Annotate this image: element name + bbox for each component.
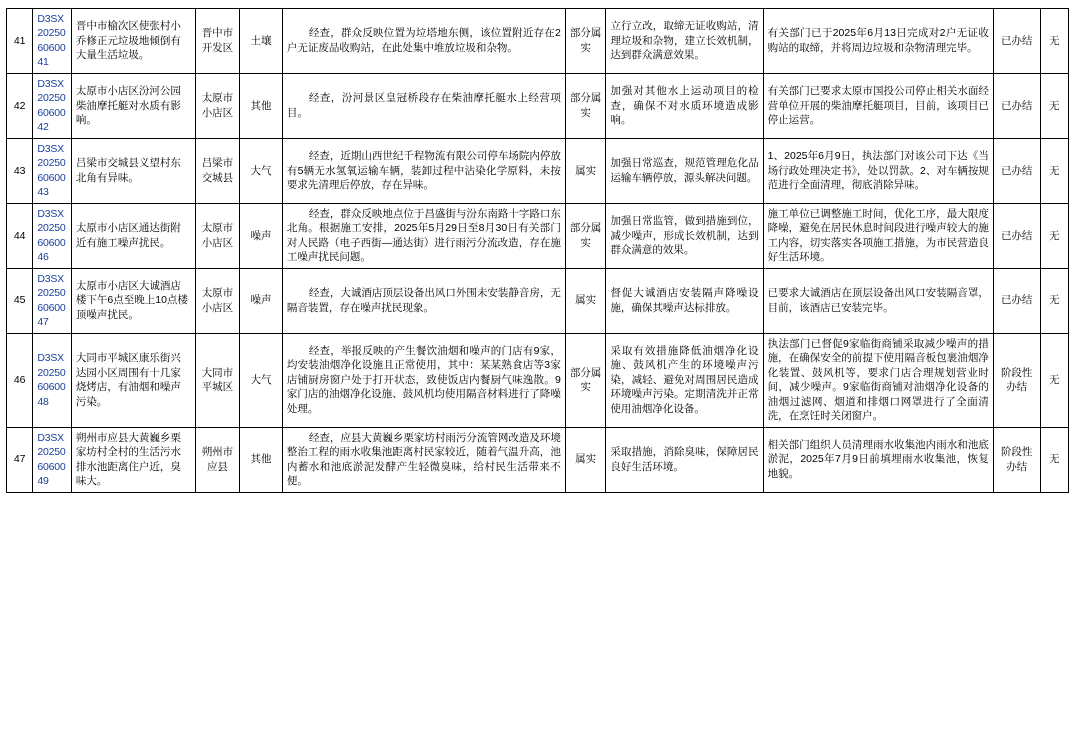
row-department-handling: 有关部门已要求太原市国投公司停止相关水面经营单位开展的柴油摩托艇项目，目前，该项目已停止运营。 — [763, 73, 993, 138]
row-region: 大同市平城区 — [195, 333, 240, 427]
row-remark: 无 — [1040, 9, 1068, 74]
table-row — [7, 9, 1069, 74]
row-measure: 加强日常监管，做到措施到位，减少噪声，形成长效机制，达到群众满意的效果。 — [606, 203, 763, 268]
row-status: 阶段性办结 — [993, 333, 1040, 427]
row-index: 46 — [7, 333, 33, 427]
row-pollution-type: 土壤 — [240, 9, 283, 74]
row-title: 吕梁市交城县义望村东北角有异味。 — [71, 138, 195, 203]
row-title: 晋中市榆次区使张村小乔修正元垃圾地倾倒有大量生活垃圾。 — [71, 9, 195, 74]
row-result: 属实 — [565, 268, 606, 333]
row-status: 已办结 — [993, 203, 1040, 268]
row-remark: 无 — [1040, 203, 1068, 268]
row-status: 已办结 — [993, 138, 1040, 203]
row-index: 45 — [7, 268, 33, 333]
table-row — [7, 73, 1069, 138]
row-status: 已办结 — [993, 9, 1040, 74]
row-survey: 经查，群众反映位置为垃塔地东侧，该位置附近存在2户无证废品收购站，在此处集中堆放垃圾和杂物。 — [282, 9, 565, 74]
row-result: 部分属实 — [565, 203, 606, 268]
row-survey: 经查，大诚酒店顶层设备出风口外围未安装静音房，无隔音装置，存在噪声扰民现象。 — [282, 268, 565, 333]
row-measure: 采取有效措施降低油烟净化设施、鼓风机产生的环境噪声污染，减轻、避免对周围居民造成环境噪声污染。定期清洗并正常使用油烟净化设备。 — [606, 333, 763, 427]
row-department-handling: 1、2025年6月9日，执法部门对该公司下达《当场行政处理决定书》，处以罚款。2、对车辆按规范进行全面清理，彻底消除异味。 — [763, 138, 993, 203]
row-pollution-type: 其他 — [240, 427, 283, 492]
row-department-handling: 执法部门已督促9家临街商铺采取减少噪声的措施，在确保安全的前提下使用隔音板包裹油烟净化装置、鼓风机等，要求门店合理规划营业时间，减少噪声。9家临街商铺对油烟净化设备的油烟过滤网、烟道和排烟口网罩进行了全面清洗，在烹饪时关闭窗户。 — [763, 333, 993, 427]
row-measure: 督促大诚酒店安装隔声降噪设施，确保其噪声达标排放。 — [606, 268, 763, 333]
row-code: D3SX202506060049 — [33, 427, 72, 492]
row-region: 吕梁市交城县 — [195, 138, 240, 203]
row-remark: 无 — [1040, 268, 1068, 333]
row-index: 47 — [7, 427, 33, 492]
table-row — [7, 333, 1069, 427]
row-code: D3SX202506060046 — [33, 203, 72, 268]
row-code: D3SX202506060041 — [33, 9, 72, 74]
row-pollution-type: 噪声 — [240, 203, 283, 268]
row-result: 部分属实 — [565, 9, 606, 74]
row-department-handling: 有关部门已于2025年6月13日完成对2户无证收购站的取缔，并将周边垃圾和杂物清理完毕。 — [763, 9, 993, 74]
table-row — [7, 203, 1069, 268]
row-status: 阶段性办结 — [993, 427, 1040, 492]
row-remark: 无 — [1040, 427, 1068, 492]
table-row — [7, 268, 1069, 333]
row-pollution-type: 噪声 — [240, 268, 283, 333]
row-index: 44 — [7, 203, 33, 268]
row-region: 太原市小店区 — [195, 268, 240, 333]
row-remark: 无 — [1040, 73, 1068, 138]
row-department-handling: 相关部门组织人员清理雨水收集池内雨水和池底淤泥，2025年7月9日前填埋雨水收集池，恢复地貌。 — [763, 427, 993, 492]
row-result: 部分属实 — [565, 333, 606, 427]
row-measure: 加强日常巡查，规范管理危化品运输车辆停放，源头解决问题。 — [606, 138, 763, 203]
row-code: D3SX202506060047 — [33, 268, 72, 333]
row-title: 太原市小店区通达街附近有施工噪声扰民。 — [71, 203, 195, 268]
row-region: 太原市小店区 — [195, 203, 240, 268]
row-status: 已办结 — [993, 73, 1040, 138]
row-index: 43 — [7, 138, 33, 203]
row-code: D3SX202506060048 — [33, 333, 72, 427]
row-measure: 加强对其他水上运动项目的检查，确保不对水质环境造成影响。 — [606, 73, 763, 138]
row-region: 朔州市应县 — [195, 427, 240, 492]
row-title: 大同市平城区康乐街兴达园小区周围有十几家烧烤店，有油烟和噪声污染。 — [71, 333, 195, 427]
row-survey: 经查，近期山西世纪千程物流有限公司停车场院内停放有5辆无水氢氧运输车辆，装卸过程中沾染化学原料，未按要求先清理后停放，存在异味。 — [282, 138, 565, 203]
row-status: 已办结 — [993, 268, 1040, 333]
table-row — [7, 138, 1069, 203]
row-pollution-type: 其他 — [240, 73, 283, 138]
row-index: 42 — [7, 73, 33, 138]
row-department-handling: 已要求大诚酒店在顶层设备出风口安装隔音罩，目前，该酒店已安装完毕。 — [763, 268, 993, 333]
table-row — [7, 427, 1069, 492]
row-pollution-type: 大气 — [240, 138, 283, 203]
row-survey: 经查，群众反映地点位于昌盛街与汾东南路十字路口东北角。根据施工安排，2025年5月29日至8月30日有关部门对人民路（电子西街—通达街）进行雨污分流改造，存在施工噪声扰民问题。 — [282, 203, 565, 268]
row-survey: 经查，应县大黄巍乡栗家坊村雨污分流管网改造及环境整治工程的雨水收集池距离村民家较近，随着气温升高，池内蓄水和池底淤泥发酵产生轻微臭味，给村民生活带来不便。 — [282, 427, 565, 492]
row-region: 太原市小店区 — [195, 73, 240, 138]
row-measure: 采取措施，消除臭味，保障居民良好生活环境。 — [606, 427, 763, 492]
row-code: D3SX202506060042 — [33, 73, 72, 138]
row-survey: 经查，汾河景区皇冠桥段存在柴油摩托艇水上经营项目。 — [282, 73, 565, 138]
row-result: 属实 — [565, 138, 606, 203]
row-title: 太原市小店区大诚酒店楼下午6点至晚上10点楼顶噪声扰民。 — [71, 268, 195, 333]
row-result: 属实 — [565, 427, 606, 492]
row-remark: 无 — [1040, 333, 1068, 427]
row-title: 太原市小店区汾河公园柴油摩托艇对水质有影响。 — [71, 73, 195, 138]
complaint-handling-table — [6, 8, 1069, 493]
row-result: 部分属实 — [565, 73, 606, 138]
row-department-handling: 施工单位已调整施工时间，优化工序，最大限度降噪，避免在居民休息时间段进行噪声较大的施工内容，切实落实各项施工措施，为市民营造良好生活环境。 — [763, 203, 993, 268]
row-measure: 立行立改，取缔无证收购站，清理垃圾和杂物，建立长效机制，达到群众满意效果。 — [606, 9, 763, 74]
row-index: 41 — [7, 9, 33, 74]
row-survey: 经查，举报反映的产生餐饮油烟和噪声的门店有9家，均安装油烟净化设施且正常使用，其中：某某熟食店等3家店铺厨房窗户处于打开状态，致使饭店内餐厨气味逸散。9家门店的油烟净化设施、鼓风机均使用隔音材料进行了降噪处理。 — [282, 333, 565, 427]
row-code: D3SX202506060043 — [33, 138, 72, 203]
row-title: 朔州市应县大黄巍乡栗家坊村全村的生活污水排水池距离住户近，臭味大。 — [71, 427, 195, 492]
row-pollution-type: 大气 — [240, 333, 283, 427]
row-remark: 无 — [1040, 138, 1068, 203]
row-region: 晋中市开发区 — [195, 9, 240, 74]
